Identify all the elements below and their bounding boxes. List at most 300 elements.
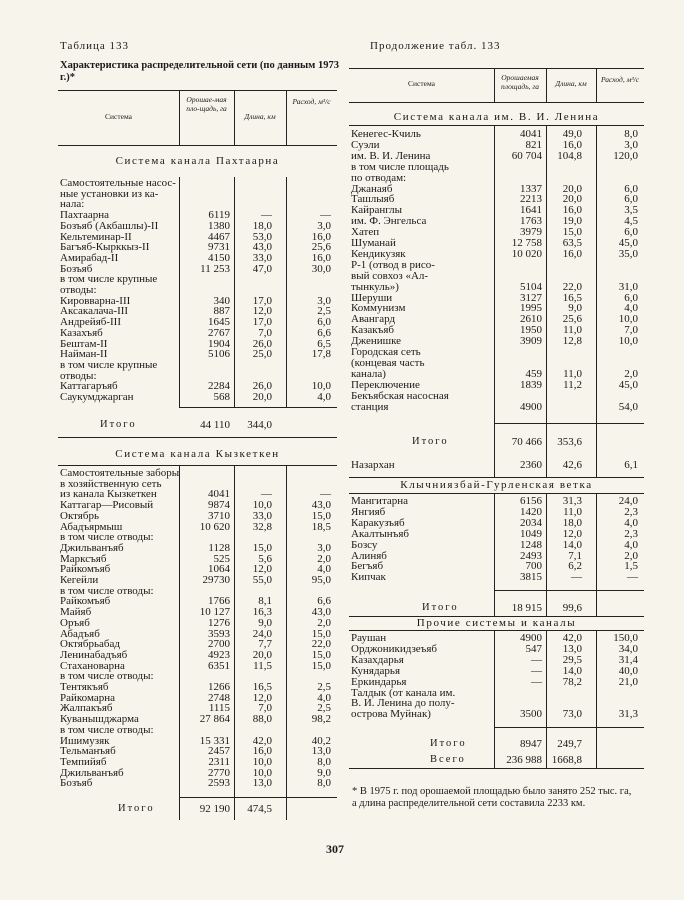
cell-area: 2284: [208, 380, 230, 393]
cell-area: 10 620: [199, 520, 230, 533]
cell-flow: 45,0: [618, 378, 638, 391]
rule-total: [494, 727, 644, 728]
cell-flow: 7,0: [624, 324, 638, 337]
cell-flow: 15,0: [311, 509, 331, 522]
rule-v: [546, 125, 547, 477]
cell-length: 8,1: [258, 595, 272, 608]
rule-section: [58, 465, 337, 466]
cell-length: 10,0: [252, 755, 272, 768]
cell-flow: 31,4: [618, 653, 638, 666]
cell-length: 22,0: [562, 280, 582, 293]
cell-area: 1641: [520, 204, 542, 217]
row-name: Стахановарна: [60, 659, 125, 672]
cell-area: 60 704: [511, 149, 542, 162]
header-flow: Расход, м³/с: [600, 75, 640, 84]
continuation-caption: Продолжение табл. 133: [370, 40, 501, 52]
cell-length: 88,0: [252, 713, 272, 726]
row-name: Темпийяб: [60, 755, 107, 768]
cell-area: 1248: [520, 538, 542, 551]
cell-length: 55,0: [252, 574, 272, 586]
cell-area: —: [531, 675, 542, 688]
cell-flow: 30,0: [311, 262, 331, 275]
cell-flow: 10,0: [618, 313, 638, 326]
row-name: Жалпакъяб: [60, 702, 113, 715]
cell-length: 11,0: [563, 505, 582, 518]
row-name: канала): [351, 367, 386, 380]
cell-area: 6119: [208, 209, 230, 222]
rule-section: [349, 630, 644, 631]
row-name: из канала Кызкеткен: [60, 488, 157, 501]
cell-area: 3815: [520, 571, 542, 584]
cell-area: —: [531, 653, 542, 666]
cell-length: 26,0: [252, 337, 272, 350]
row-name: Найман-II: [60, 348, 108, 361]
row-name: в том числе отводы:: [60, 670, 154, 683]
cell-length: 25,6: [562, 313, 582, 326]
cell-length: 17,0: [252, 294, 272, 307]
cell-flow: 35,0: [618, 247, 638, 260]
rule-section: [58, 437, 337, 438]
cell-area: 1064: [208, 563, 230, 576]
cell-length: 29,5: [562, 653, 582, 666]
rule-total: [179, 407, 337, 408]
cell-area: 4467: [208, 230, 230, 243]
cell-area: 15 331: [199, 734, 230, 747]
row-name: Алиняб: [351, 549, 387, 562]
cell-flow: 16,0: [311, 251, 331, 264]
rule-v: [234, 177, 235, 407]
cell-area: 3593: [208, 627, 230, 640]
cell-length: 9,0: [568, 302, 582, 315]
cell-area: 1266: [208, 681, 230, 693]
cell-length: 13,0: [562, 642, 582, 655]
total-label: Итого: [422, 602, 459, 613]
rule-section: [349, 125, 644, 126]
cell-length: 11,2: [563, 378, 582, 391]
cell-flow: 6,0: [624, 193, 638, 206]
section-heading: Система канала им. В. И. Ленина: [393, 111, 600, 123]
cell-flow: 43,0: [311, 606, 331, 619]
cell-area: 5106: [208, 348, 230, 361]
grand-total-area: 236 988: [506, 754, 542, 766]
cell-area: 10 020: [511, 247, 542, 260]
cell-length: 33,0: [252, 509, 272, 522]
cell-area: 4900: [520, 632, 542, 644]
rule-v: [286, 90, 287, 145]
cell-area: 3979: [520, 226, 542, 239]
row-name: Каттагар—Рисовый: [60, 499, 154, 512]
rule-v: [179, 177, 180, 407]
total-length: 474,5: [247, 803, 272, 815]
cell-area: 568: [213, 391, 230, 403]
cell-length: 25,0: [252, 348, 272, 361]
cell-length: 15,0: [252, 541, 272, 554]
page-number: 307: [326, 842, 344, 856]
cell-area: 2213: [520, 193, 542, 206]
row-name: Абадъяб: [60, 627, 100, 640]
cell-length: 20,0: [252, 648, 272, 661]
cell-flow: 45,0: [618, 237, 638, 249]
cell-length: 31,3: [562, 495, 582, 507]
cell-length: 14,0: [562, 664, 582, 677]
rule-v: [494, 125, 495, 477]
table-caption: Таблица 133: [60, 40, 130, 52]
rule-header: [349, 102, 644, 103]
cell-flow: 3,0: [317, 541, 331, 554]
row-name: в том числе площадь: [351, 160, 449, 173]
cell-flow: 15,0: [311, 627, 331, 640]
cell-area: 547: [525, 642, 542, 655]
cell-area: 6351: [208, 659, 230, 672]
row-name: в том числе отводы:: [60, 723, 154, 736]
cell-length: 63,5: [562, 237, 582, 249]
cell-flow: 54,0: [618, 400, 638, 413]
row-name: Саукумджарган: [60, 391, 134, 403]
cell-area: 4150: [208, 251, 230, 264]
rule-v: [546, 493, 547, 616]
rule-v: [596, 125, 597, 477]
cell-flow: 3,5: [624, 204, 638, 217]
row-name: В. И. Ленина до полу-: [351, 697, 455, 710]
cell-length: 42,6: [562, 459, 582, 471]
total-label: Итого: [412, 436, 449, 447]
cell-flow: —: [320, 488, 331, 501]
cell-area: 459: [525, 367, 542, 380]
cell-flow: 8,0: [624, 128, 638, 140]
section-heading: Система канала Пахтаарна: [115, 155, 280, 167]
cell-flow: 1,5: [624, 560, 638, 573]
row-name: отводы:: [60, 369, 97, 382]
row-name: в том числе отводы:: [60, 584, 154, 597]
cell-area: 2457: [208, 745, 230, 758]
row-name: Каттагаръяб: [60, 380, 118, 393]
cell-area: 4041: [520, 128, 542, 140]
cell-length: 7,0: [258, 702, 272, 715]
rule-v: [596, 630, 597, 768]
rule-v: [234, 90, 235, 145]
cell-area: 9874: [208, 499, 230, 512]
cell-length: 12,8: [562, 335, 582, 348]
cell-flow: 34,0: [618, 642, 638, 655]
row-name: Бекъябская насосная: [351, 389, 449, 402]
rule-header: [58, 145, 337, 146]
rule-section: [349, 493, 644, 494]
cell-flow: 21,0: [618, 675, 638, 688]
cell-flow: 3,0: [317, 294, 331, 307]
cell-length: 53,0: [252, 230, 272, 243]
row-name: Казахъяб: [60, 326, 103, 339]
row-name: Кипчак: [351, 571, 386, 584]
row-name: Райкомарна: [60, 691, 115, 704]
row-name: Самостоятельные заборы: [60, 467, 180, 479]
row-name: в том числе крупные: [60, 358, 158, 371]
cell-flow: 4,0: [317, 563, 331, 576]
row-name: в том числе отводы:: [60, 531, 154, 544]
section-heading: Прочие системы и каналы: [416, 617, 577, 629]
cell-length: 19,0: [562, 215, 582, 228]
cell-flow: 18,5: [311, 520, 331, 533]
cell-flow: 6,0: [624, 291, 638, 304]
row-name: Казахдарья: [351, 653, 404, 666]
row-name: Ишимузяк: [60, 734, 110, 747]
rule-v: [494, 68, 495, 102]
rule-section: [349, 477, 644, 478]
cell-area: 340: [213, 294, 230, 307]
cell-length: 7,0: [258, 326, 272, 339]
header-area: Орошае-мая пло-щадь, га: [186, 95, 227, 113]
total-area: 18 915: [511, 602, 542, 614]
cell-flow: 3,0: [317, 219, 331, 232]
cell-flow: —: [627, 571, 638, 584]
cell-flow: 15,0: [311, 659, 331, 672]
cell-flow: 2,0: [317, 616, 331, 629]
row-name: Орджоникидзеъяб: [351, 642, 438, 655]
row-name: Бештам-II: [60, 337, 108, 350]
cell-flow: 6,6: [317, 595, 331, 608]
total-length: 249,7: [557, 738, 582, 750]
row-name: Бозъяб: [60, 777, 93, 790]
cell-area: 2700: [208, 638, 230, 651]
row-name: Мангитарна: [351, 495, 409, 507]
cell-area: 821: [525, 138, 542, 151]
row-name: Ташлыяб: [351, 193, 395, 206]
cell-flow: 9,0: [317, 766, 331, 779]
cell-flow: 4,0: [624, 302, 638, 315]
row-name: Марксъяб: [60, 552, 107, 565]
cell-flow: 98,2: [311, 713, 331, 726]
cell-area: 1645: [208, 316, 230, 329]
row-name: Талдык (от канала им.: [351, 686, 456, 699]
total-area: 44 110: [200, 419, 230, 431]
cell-length: —: [261, 209, 272, 222]
cell-length: 16,0: [252, 745, 272, 758]
row-name: Кайранглы: [351, 204, 403, 217]
cell-length: 16,5: [252, 681, 272, 693]
row-name: Авангард: [351, 313, 396, 326]
cell-flow: 10,0: [618, 335, 638, 348]
cell-flow: 2,3: [624, 505, 638, 518]
cell-flow: 2,0: [317, 552, 331, 565]
header-length: Длина, км: [555, 79, 587, 88]
rule-total: [179, 797, 337, 798]
cell-flow: 2,0: [624, 549, 638, 562]
header-flow: Расход, м³/с: [292, 97, 331, 106]
cell-area: 5104: [520, 280, 542, 293]
row-name: Р-1 (отвод в рисо-: [351, 258, 435, 271]
cell-length: 14,0: [562, 538, 582, 551]
cell-area: 12 758: [511, 237, 542, 249]
cell-area: 700: [525, 560, 542, 573]
cell-area: 3127: [520, 291, 542, 304]
cell-length: —: [571, 571, 582, 584]
row-name: Кировварна-III: [60, 294, 131, 307]
cell-area: 1420: [520, 505, 542, 518]
row-name: Назархан: [351, 459, 395, 471]
row-name: Кунядарья: [351, 664, 401, 677]
cell-flow: 31,0: [618, 280, 638, 293]
cell-length: 20,0: [252, 391, 272, 403]
row-name: Шеруши: [351, 291, 393, 304]
rule-v: [179, 90, 180, 145]
rule-total: [494, 423, 644, 424]
cell-area: 11 253: [200, 262, 230, 275]
cell-length: 17,0: [252, 316, 272, 329]
rule-v: [596, 493, 597, 616]
cell-area: 2610: [520, 313, 542, 326]
row-name: Октябрьабад: [60, 638, 120, 651]
cell-length: 43,0: [252, 241, 272, 254]
cell-length: 26,0: [252, 380, 272, 393]
row-name: острова Муйнак): [351, 708, 431, 721]
cell-length: 16,3: [252, 606, 272, 619]
row-name: Бозсу: [351, 538, 378, 551]
cell-flow: 25,6: [311, 241, 331, 254]
cell-flow: 15,0: [311, 648, 331, 661]
row-name: Куванышджарма: [60, 713, 139, 726]
row-name: в хозяйственную сеть: [60, 477, 162, 490]
row-name: Суэли: [351, 138, 380, 151]
cell-length: 49,0: [562, 128, 582, 140]
cell-length: 78,2: [562, 675, 582, 688]
cell-flow: 6,0: [624, 182, 638, 195]
row-name: отводы:: [60, 284, 97, 296]
cell-flow: 4,0: [317, 391, 331, 403]
cell-area: 2360: [520, 459, 542, 471]
cell-flow: 6,0: [317, 316, 331, 329]
cell-area: 3710: [208, 509, 230, 522]
rule-v: [596, 68, 597, 102]
row-name: Акалтынъяб: [351, 527, 410, 540]
row-name: тынкуль»): [351, 280, 399, 293]
row-name: Каракузъяб: [351, 516, 405, 529]
cell-area: 10 127: [199, 606, 230, 619]
rule-v: [286, 465, 287, 820]
cell-length: —: [261, 488, 272, 501]
rule-top: [349, 68, 644, 69]
rule-v: [494, 493, 495, 616]
cell-area: 525: [213, 552, 230, 565]
row-name: станция: [351, 400, 389, 413]
cell-area: 4041: [208, 488, 230, 501]
row-name: Коммунизм: [351, 302, 406, 315]
row-name: Кельтеминар-II: [60, 230, 132, 243]
row-name: Оръяб: [60, 616, 90, 629]
cell-flow: 3,0: [624, 138, 638, 151]
cell-flow: 4,0: [317, 691, 331, 704]
row-name: им. В. И. Ленина: [351, 149, 431, 162]
cell-flow: 2,5: [317, 305, 331, 318]
row-name: Багъяб-Кырккыз-II: [60, 241, 150, 254]
row-name: Бегъяб: [351, 560, 384, 573]
cell-length: 73,0: [562, 708, 582, 721]
cell-length: 11,0: [563, 367, 582, 380]
cell-area: 9731: [208, 241, 230, 254]
cell-length: 13,0: [252, 777, 272, 790]
row-name: Бозъяб: [60, 262, 93, 275]
rule-v: [546, 68, 547, 102]
cell-length: 33,0: [252, 251, 272, 264]
row-name: в том числе крупные: [60, 273, 158, 286]
row-name: Амирабад-II: [60, 251, 119, 264]
total-area: 70 466: [511, 436, 542, 448]
rule-v: [179, 465, 180, 820]
cell-area: 4900: [520, 400, 542, 413]
cell-flow: 4,0: [624, 538, 638, 551]
row-name: Райкомъяб: [60, 595, 111, 608]
cell-area: 29730: [202, 574, 230, 586]
cell-flow: 2,5: [317, 681, 331, 693]
cell-flow: 6,6: [317, 326, 331, 339]
cell-area: 3909: [520, 335, 542, 348]
row-name: нала:: [60, 198, 85, 211]
cell-length: 12,0: [252, 563, 272, 576]
cell-flow: 2,3: [624, 527, 638, 540]
row-name: Шуманай: [351, 237, 396, 249]
row-name: Раушан: [351, 632, 387, 644]
row-name: Казакъяб: [351, 324, 394, 337]
cell-length: 16,0: [562, 247, 582, 260]
section-heading: Система канала Кызкеткен: [115, 448, 280, 460]
cell-length: 20,0: [562, 182, 582, 195]
cell-length: 47,0: [252, 262, 272, 275]
cell-area: 2770: [208, 766, 230, 779]
row-name: Хатеп: [351, 226, 380, 239]
cell-length: 16,0: [562, 204, 582, 217]
total-area: 92 190: [199, 803, 230, 815]
total-label: Итого: [100, 419, 137, 430]
row-name: Дженишке: [351, 335, 402, 348]
cell-area: 1337: [520, 182, 542, 195]
total-label: Итого: [430, 738, 467, 749]
rule-v: [286, 177, 287, 407]
cell-length: 10,0: [252, 499, 272, 512]
row-name: Райкомъяб: [60, 563, 111, 576]
cell-flow: 6,1: [624, 459, 638, 471]
cell-length: 16,0: [562, 138, 582, 151]
footnote: * В 1975 г. под орошаемой площадью было занято 252 тыс. га, а длина распределительной сети составила 2233 км.: [352, 786, 632, 809]
cell-area: 2748: [208, 691, 230, 704]
row-name: Кенегес-Кчиль: [351, 128, 421, 140]
cell-area: 1115: [208, 702, 230, 715]
cell-area: 1128: [208, 541, 230, 554]
row-name: Переключение: [351, 378, 420, 391]
cell-length: 32,8: [252, 520, 272, 533]
cell-area: 3500: [520, 708, 542, 721]
header-area: Орошаемая площадь, га: [500, 73, 540, 91]
row-name: Янгияб: [351, 505, 386, 518]
cell-area: 1839: [520, 378, 542, 391]
total-length: 344,0: [247, 419, 272, 431]
cell-flow: 43,0: [311, 499, 331, 512]
cell-area: 1904: [208, 337, 230, 350]
row-name: Октябрь: [60, 509, 99, 522]
cell-length: 12,0: [252, 305, 272, 318]
row-name: по отводам:: [351, 171, 407, 184]
cell-flow: 10,0: [311, 380, 331, 393]
cell-area: 1950: [520, 324, 542, 337]
cell-length: 10,0: [252, 766, 272, 779]
row-name: Бозъяб (Акбашлы)-II: [60, 219, 159, 232]
cell-area: 2593: [208, 777, 230, 790]
cell-area: 1766: [208, 595, 230, 608]
cell-length: 18,0: [252, 219, 272, 232]
cell-area: 2493: [520, 549, 542, 562]
cell-flow: 31,3: [618, 708, 638, 721]
rule-bottom: [349, 768, 644, 769]
cell-flow: 8,0: [317, 777, 331, 790]
cell-length: 5,6: [258, 552, 272, 565]
cell-length: 15,0: [562, 226, 582, 239]
